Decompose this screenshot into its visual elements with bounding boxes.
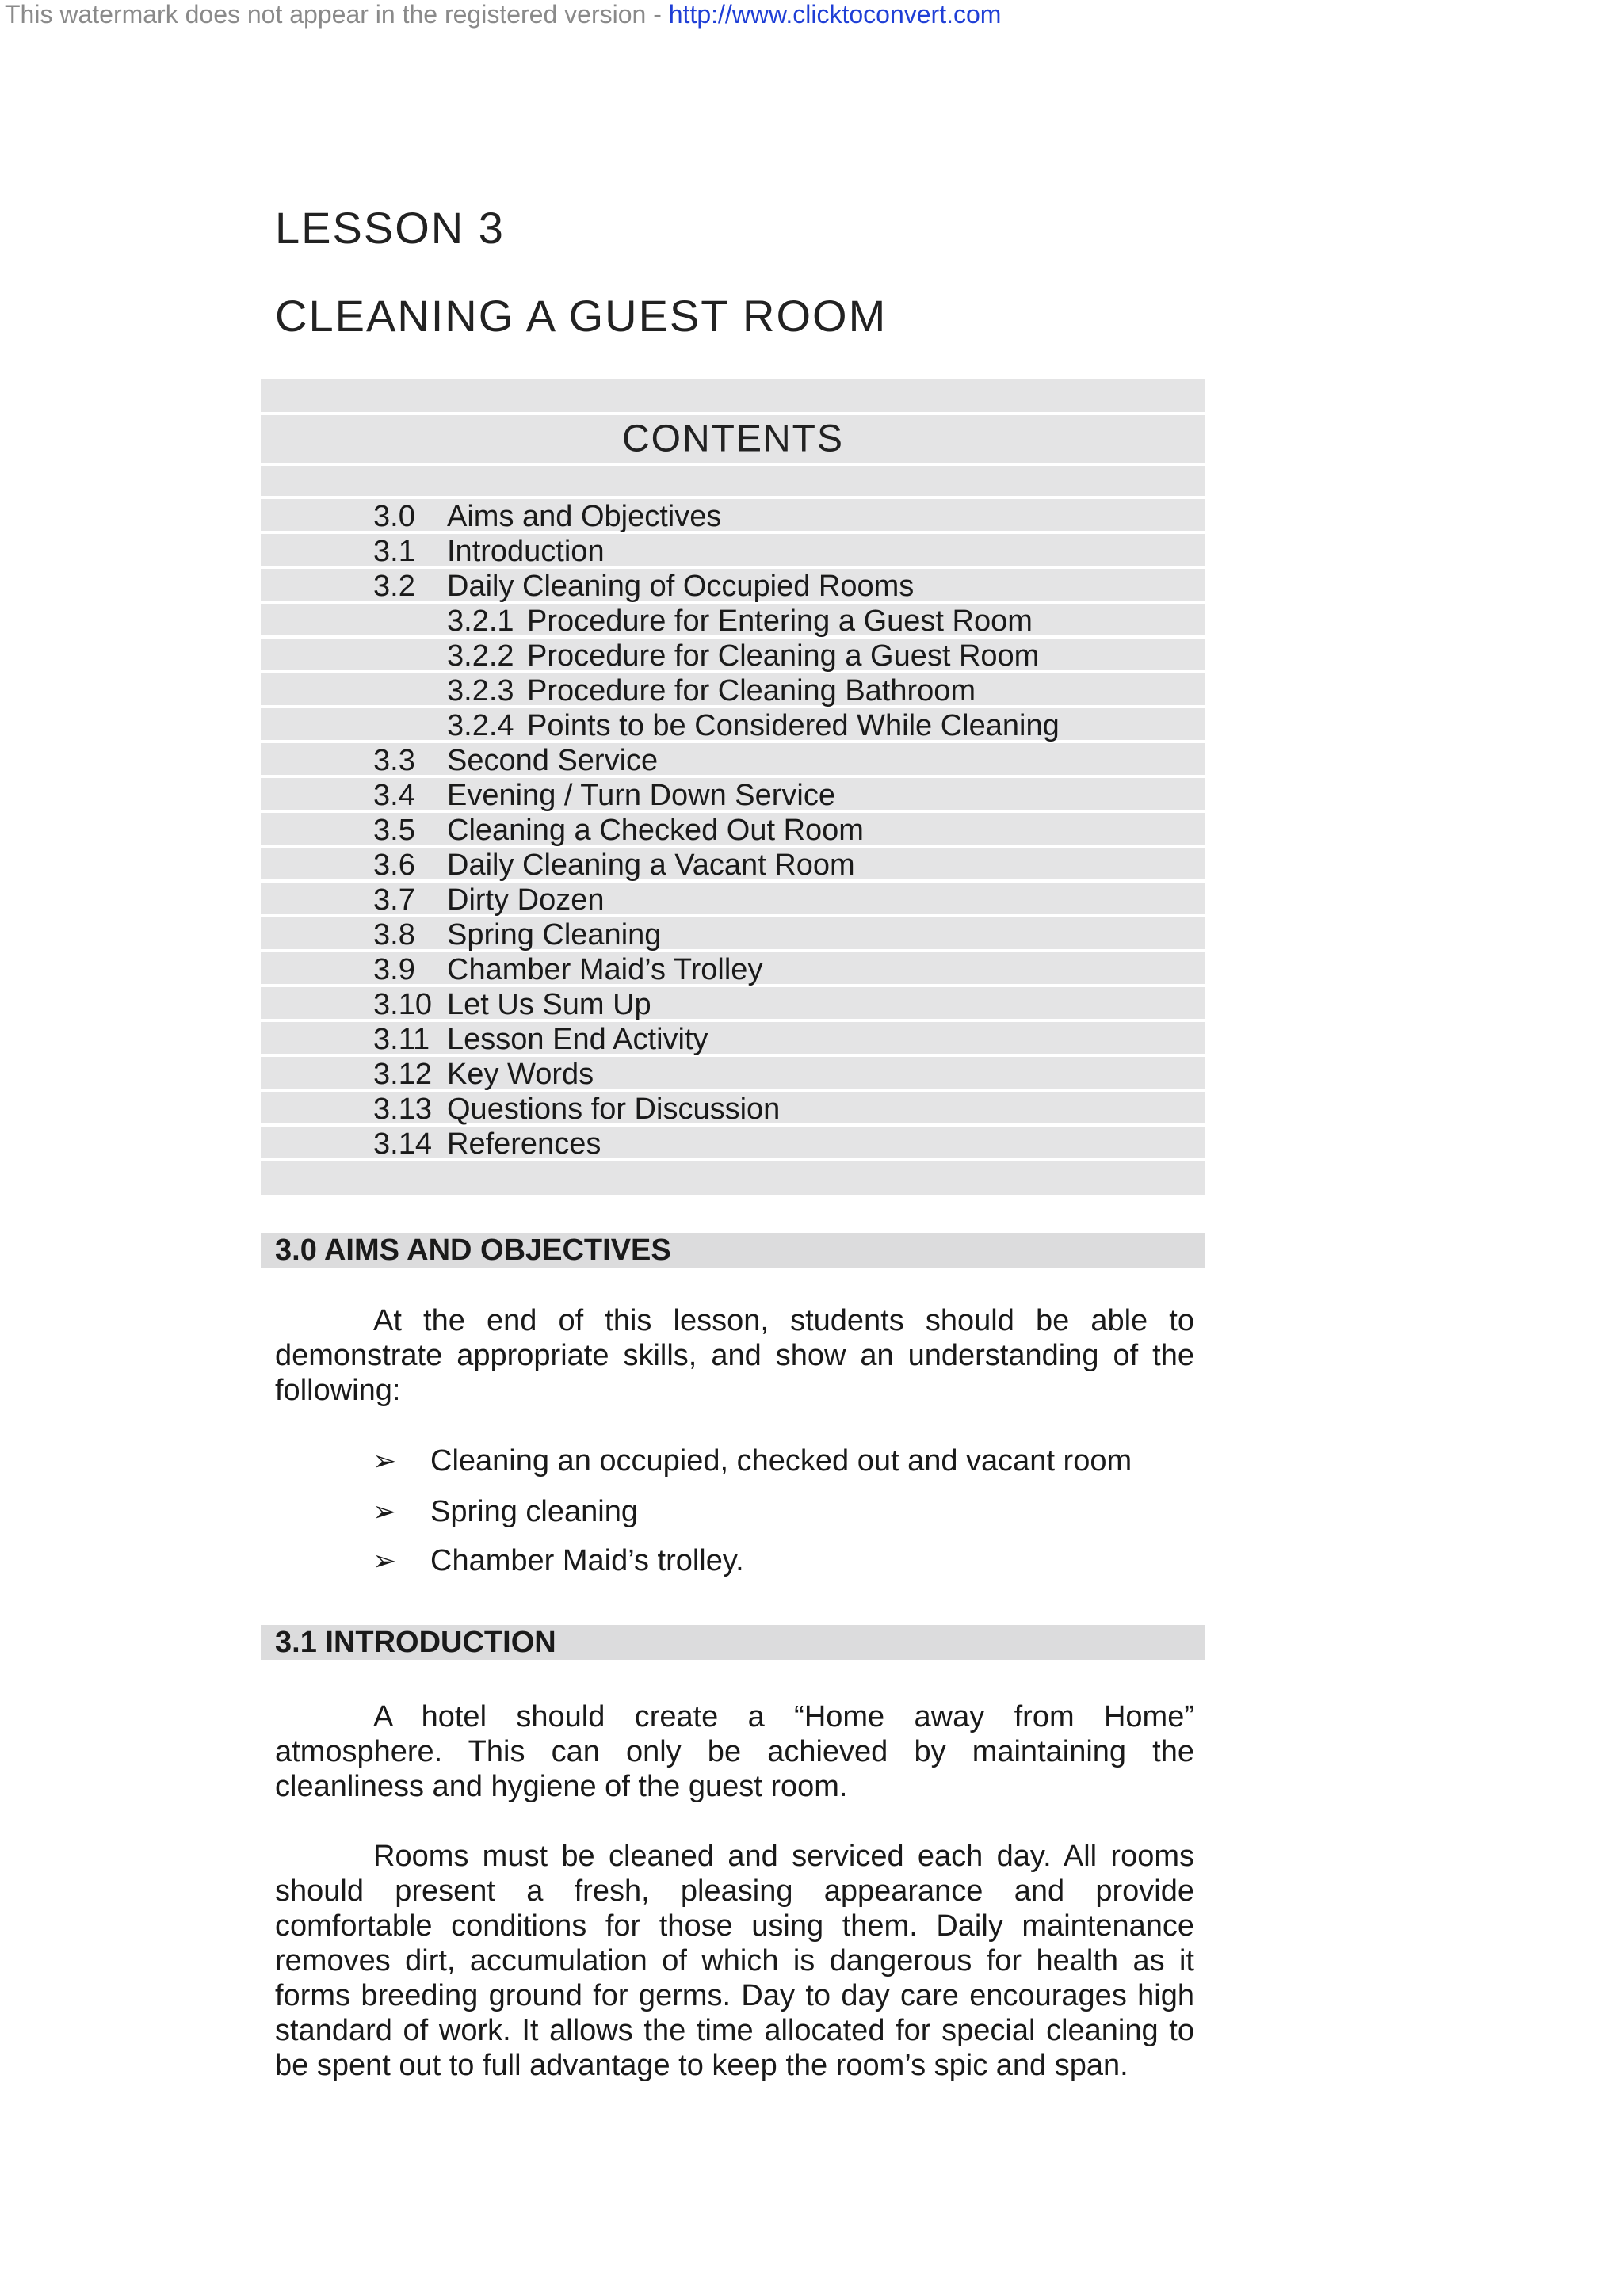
contents-spacer-bottom (261, 1161, 1205, 1195)
toc-row (261, 883, 1205, 917)
lesson-title: CLEANING A GUEST ROOM (275, 291, 888, 341)
toc-label: Second Service (447, 744, 659, 777)
toc-label: Procedure for Cleaning a Guest Room (527, 639, 1040, 673)
lesson-label: LESSON 3 (275, 203, 505, 253)
toc-number: 3.11 (373, 1023, 430, 1056)
contents-spacer-top (261, 379, 1205, 412)
toc-number: 3.2.3 (447, 674, 514, 707)
toc-row-sub (261, 639, 1205, 673)
arrow-bullet-icon: ➢ (372, 1544, 397, 1577)
toc-row (261, 1057, 1205, 1089)
intro-paragraph: Rooms must be cleaned and serviced each day. All rooms should present a fresh, pleasing appearance and provide comfortable conditions for those using them. Daily maintenance removes dirt, accumulation of which is dangerous for health as it forms breeding ground for germs. Day to day care encourages high standard of work. It allows the time allocated for special cleaning to be spent out to full advantage to keep the room’s spic and span. (275, 1840, 1194, 2082)
toc-number: 3.12 (373, 1058, 432, 1091)
toc-number: 3.6 (373, 849, 415, 882)
toc-row (261, 1127, 1205, 1161)
toc-label: Dirty Dozen (447, 883, 605, 917)
aims-paragraph: At the end of this lesson, students should be able to demonstrate appropriate skills, and show an understanding of the following: (275, 1304, 1194, 1407)
watermark (5, 0, 1001, 29)
toc-row (261, 1022, 1205, 1054)
toc-label: Points to be Considered While Cleaning (527, 709, 1060, 742)
toc-row (261, 569, 1205, 601)
toc-row (261, 1092, 1205, 1126)
aims-heading: 3.0 AIMS AND OBJECTIVES (275, 1234, 671, 1267)
bullet-text: Chamber Maid’s trolley. (430, 1544, 744, 1577)
toc-number: 3.0 (373, 500, 415, 533)
toc-number: 3.9 (373, 953, 415, 986)
intro-heading-band (261, 1625, 1205, 1660)
toc-number: 3.4 (373, 779, 415, 812)
toc-number: 3.2.2 (447, 639, 514, 673)
toc-row-sub (261, 604, 1205, 638)
toc-number: 3.3 (373, 744, 415, 777)
watermark-text: This watermark does not appear in the registered version - (5, 0, 669, 29)
toc-row (261, 743, 1205, 775)
toc-row (261, 499, 1205, 531)
toc-number: 3.14 (373, 1127, 432, 1161)
aims-bullet-item (372, 1494, 638, 1529)
toc-number: 3.2.1 (447, 605, 514, 638)
toc-row (261, 917, 1205, 952)
aims-heading-band (261, 1233, 1205, 1268)
intro-paragraph-block (275, 1699, 1194, 1804)
toc-label: Evening / Turn Down Service (447, 779, 836, 812)
contents-heading-band (261, 415, 1205, 463)
intro-heading: 3.1 INTRODUCTION (275, 1626, 556, 1659)
toc-label: Let Us Sum Up (447, 988, 651, 1021)
toc-label: Daily Cleaning a Vacant Room (447, 849, 855, 882)
watermark-link[interactable]: http://www.clicktoconvert.com (668, 0, 1002, 29)
toc-row (261, 778, 1205, 810)
toc-row (261, 987, 1205, 1019)
contents-spacer-mid (261, 466, 1205, 496)
intro-paragraph-block (275, 1839, 1194, 2083)
toc-row (261, 813, 1205, 845)
toc-row-sub (261, 673, 1205, 705)
toc-row (261, 534, 1205, 566)
arrow-bullet-icon: ➢ (372, 1495, 397, 1527)
aims-bullet-item (372, 1543, 744, 1578)
toc-label: References (447, 1127, 601, 1161)
toc-label: Procedure for Entering a Guest Room (527, 605, 1033, 638)
toc-number: 3.2.4 (447, 709, 514, 742)
contents-table (261, 379, 1205, 1198)
bullet-text: Cleaning an occupied, checked out and vacant room (430, 1444, 1132, 1478)
toc-label: Cleaning a Checked Out Room (447, 814, 864, 847)
toc-label: Chamber Maid’s Trolley (447, 953, 763, 986)
toc-number: 3.7 (373, 883, 415, 917)
arrow-bullet-icon: ➢ (372, 1444, 397, 1477)
toc-label: Procedure for Cleaning Bathroom (527, 674, 976, 707)
toc-row (261, 848, 1205, 882)
toc-row (261, 952, 1205, 984)
toc-label: Key Words (447, 1058, 594, 1091)
toc-number: 3.10 (373, 988, 432, 1021)
aims-paragraph-block (275, 1303, 1194, 1408)
toc-label: Spring Cleaning (447, 918, 662, 952)
toc-label: Introduction (447, 535, 605, 568)
aims-bullet-item (372, 1444, 1132, 1478)
toc-number: 3.5 (373, 814, 415, 847)
toc-number: 3.1 (373, 535, 415, 568)
toc-label: Lesson End Activity (447, 1023, 708, 1056)
toc-number: 3.13 (373, 1093, 432, 1126)
toc-label: Aims and Objectives (447, 500, 722, 533)
toc-number: 3.8 (373, 918, 415, 952)
toc-label: Questions for Discussion (447, 1093, 781, 1126)
toc-label: Daily Cleaning of Occupied Rooms (447, 570, 915, 603)
toc-row-sub (261, 708, 1205, 740)
bullet-text: Spring cleaning (430, 1495, 638, 1528)
intro-paragraph: A hotel should create a “Home away from Home” atmosphere. This can only be achieved by maintaining the cleanliness and hygiene of the guest room. (275, 1700, 1194, 1803)
toc-number: 3.2 (373, 570, 415, 603)
contents-heading: CONTENTS (622, 418, 844, 460)
